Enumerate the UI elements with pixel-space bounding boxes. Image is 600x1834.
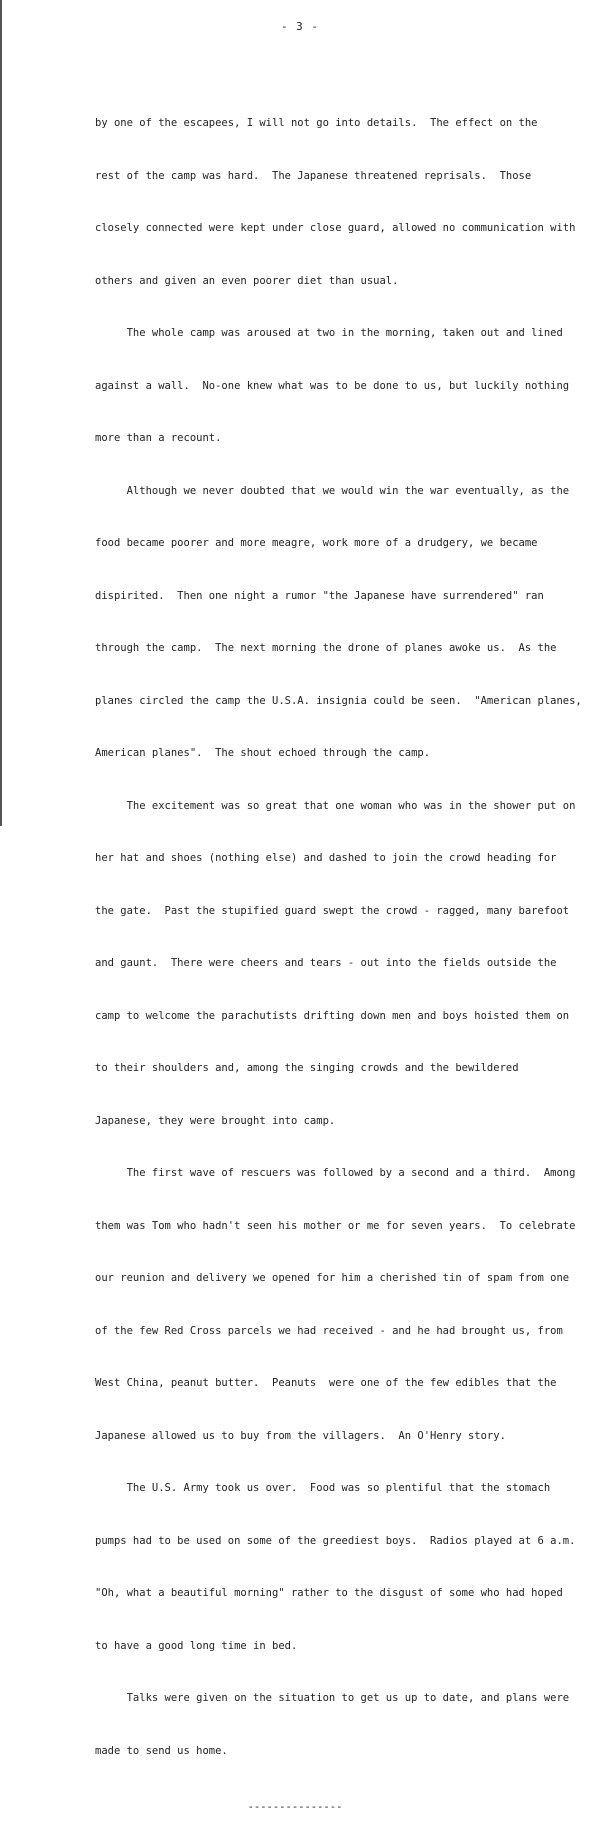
- text-line: of the few Red Cross parcels we had received - and he had brought us, from: [95, 1324, 563, 1337]
- text-line: rest of the camp was hard. The Japanese threatened reprisals. Those: [95, 169, 532, 182]
- text-line: dispirited. Then one night a rumor "the Japanese have surrendered" ran: [95, 589, 544, 602]
- text-line: against a wall. No-one knew what was to be done to us, but luckily nothing: [95, 379, 570, 392]
- text-line: pumps had to be used on some of the greediest boys. Radios played at 6 a.m.: [95, 1534, 576, 1547]
- text-line: food became poorer and more meagre, work more of a drudgery, we became: [95, 537, 538, 549]
- text-line: to their shoulders and, among the singing crowds and the bewildered: [95, 1062, 519, 1074]
- text-line: others and given an even poorer diet than usual.: [95, 274, 399, 287]
- text-line: made to send us home.: [95, 1744, 228, 1757]
- text-line: The whole camp was aroused at two in the morning, taken out and lined: [95, 327, 563, 339]
- text-line: by one of the escapees, I will not go into details. The effect on the: [95, 117, 538, 129]
- text-line: The first wave of rescuers was followed by a second and a third. Among: [95, 1167, 576, 1179]
- text-line: our reunion and delivery we opened for him a cherished tin of spam from one: [95, 1272, 570, 1284]
- text-line: Although we never doubted that we would win the war eventually, as the: [95, 484, 570, 497]
- typescript-body: [95, 80, 582, 1834]
- text-line: her hat and shoes (nothing else) and dashed to join the crowd heading for: [95, 852, 557, 864]
- section-separator: ---------------: [247, 1801, 343, 1813]
- text-line: Japanese allowed us to buy from the villagers. An O'Henry story.: [95, 1429, 506, 1442]
- text-line: "Oh, what a beautiful morning" rather to the disgust of some who had hoped: [95, 1587, 563, 1599]
- text-line: them was Tom who hadn't seen his mother or me for seven years. To celebrate: [95, 1219, 576, 1232]
- text-line: more than a recount.: [95, 432, 222, 444]
- text-line: and gaunt. There were cheers and tears - out into the fields outside the: [95, 957, 557, 969]
- page-number: - 3 -: [280, 20, 320, 33]
- text-line: the gate. Past the stupified guard swept the crowd - ragged, many barefoot: [95, 904, 570, 917]
- text-line: closely connected were kept under close guard, allowed no communication with: [95, 222, 576, 234]
- page-left-edge: [0, 0, 2, 826]
- text-line: The U.S. Army took us over. Food was so plentiful that the stomach: [95, 1482, 551, 1494]
- text-line: to have a good long time in bed.: [95, 1639, 298, 1652]
- text-line: camp to welcome the parachutists drifting down men and boys hoisted them on: [95, 1009, 570, 1022]
- text-line: American planes". The shout echoed through the camp.: [95, 747, 431, 759]
- text-line: planes circled the camp the U.S.A. insignia could be seen. "American planes,: [95, 694, 582, 707]
- text-line: Talks were given on the situation to get us up to date, and plans were: [95, 1692, 570, 1704]
- text-line: The excitement was so great that one woman who was in the shower put on: [95, 799, 576, 812]
- text-line: through the camp. The next morning the drone of planes awoke us. As the: [95, 642, 557, 654]
- text-line: Japanese, they were brought into camp.: [95, 1114, 336, 1127]
- text-line: West China, peanut butter. Peanuts were one of the few edibles that the: [95, 1377, 557, 1389]
